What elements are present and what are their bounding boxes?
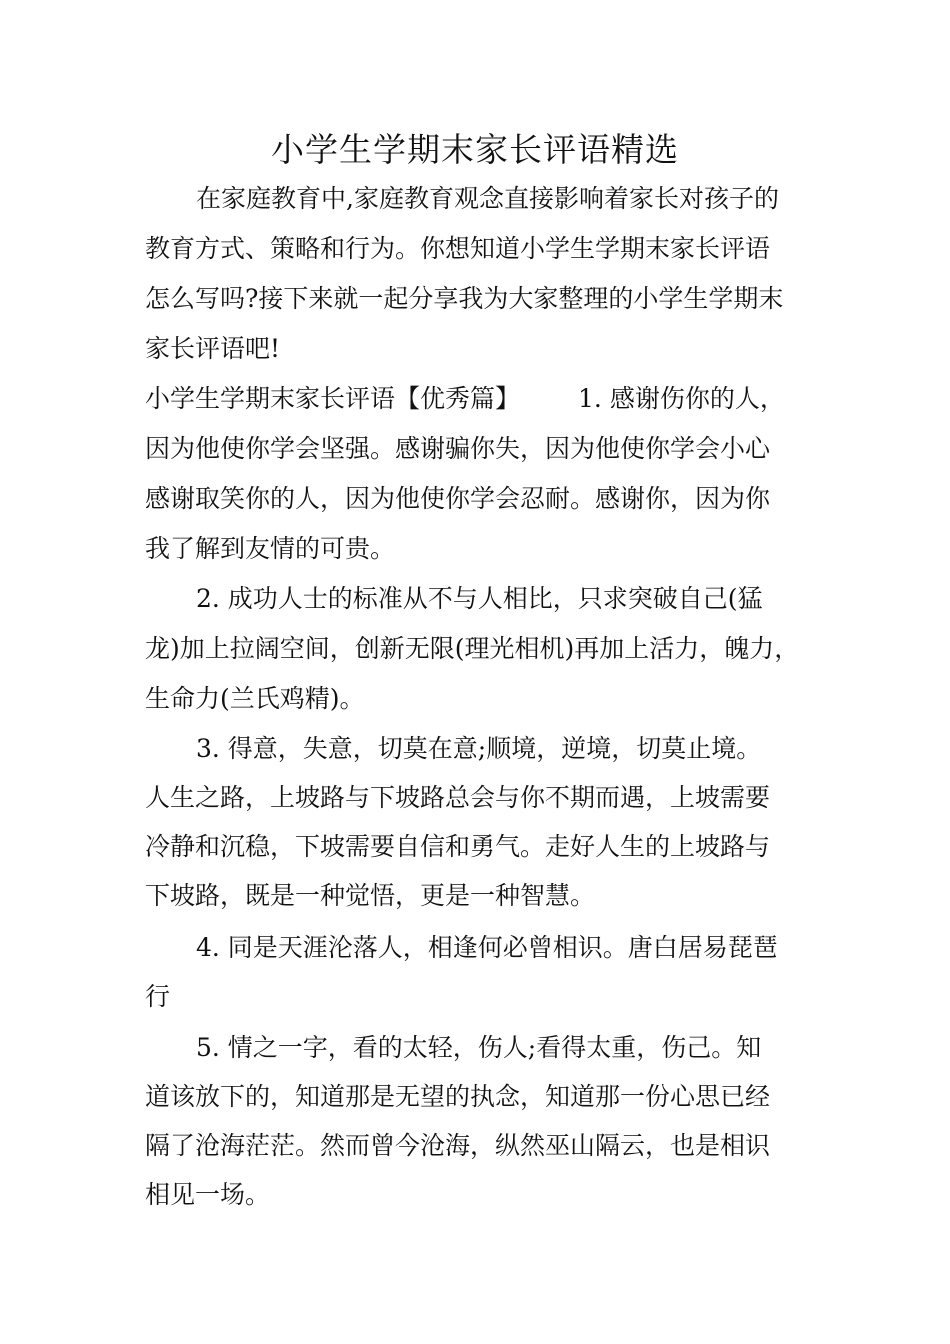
item-1-line-3: 感谢取笑你的人，因为他使你学会忍耐。感谢你，因为你 (145, 484, 771, 513)
item-4-line-1: 4. 同是天涯沦落人，相逢何必曾相识。唐白居易琵琶 (196, 933, 778, 962)
item-1-start: 1. 感谢伤你的人， (578, 384, 785, 413)
item-2-line-2: 龙)加上拉阔空间，创新无限(理光相机)再加上活力，魄力， (145, 634, 800, 663)
item-3-line-2: 人生之路，上坡路与下坡路总会与你不期而遇，上坡需要 (145, 783, 771, 812)
item-3-line-4: 下坡路，既是一种觉悟，更是一种智慧。 (145, 881, 596, 910)
intro-line-2: 教育方式、策略和行为。你想知道小学生学期末家长评语 (145, 234, 771, 263)
document-title: 小学生学期末家长评语精选 (271, 130, 679, 169)
item-4-line-2: 行 (145, 982, 171, 1011)
intro-line-1: 在家庭教育中,家庭教育观念直接影响着家长对孩子的 (196, 184, 779, 213)
section-heading: 小学生学期末家长评语【优秀篇】 (145, 384, 521, 413)
item-5-line-1: 5. 情之一字，看的太轻，伤人;看得太重，伤己。知 (196, 1033, 762, 1062)
section-heading-line (145, 380, 785, 418)
intro-line-4: 家长评语吧! (145, 334, 281, 363)
item-5-line-3: 隔了沧海茫茫。然而曾今沧海，纵然巫山隔云，也是相识 (145, 1131, 771, 1160)
item-3-line-1: 3. 得意，失意，切莫在意;顺境，逆境，切莫止境。 (196, 734, 762, 763)
item-3-line-3: 冷静和沉稳，下坡需要自信和勇气。走好人生的上坡路与 (145, 832, 771, 861)
intro-line-3: 怎么写吗?接下来就一起分享我为大家整理的小学生学期末 (145, 284, 784, 313)
item-5-line-2: 道该放下的，知道那是无望的执念，知道那一份心思已经 (145, 1082, 771, 1111)
item-1-line-4: 我了解到友情的可贵。 (145, 534, 396, 563)
item-5-line-4: 相见一场。 (145, 1180, 271, 1209)
item-2-line-1: 2. 成功人士的标准从不与人相比，只求突破自己(猛 (196, 584, 763, 613)
item-1-line-2: 因为他使你学会坚强。感谢骗你失，因为他使你学会小心 (145, 434, 771, 463)
item-2-line-3: 生命力(兰氏鸡精)。 (145, 684, 365, 713)
